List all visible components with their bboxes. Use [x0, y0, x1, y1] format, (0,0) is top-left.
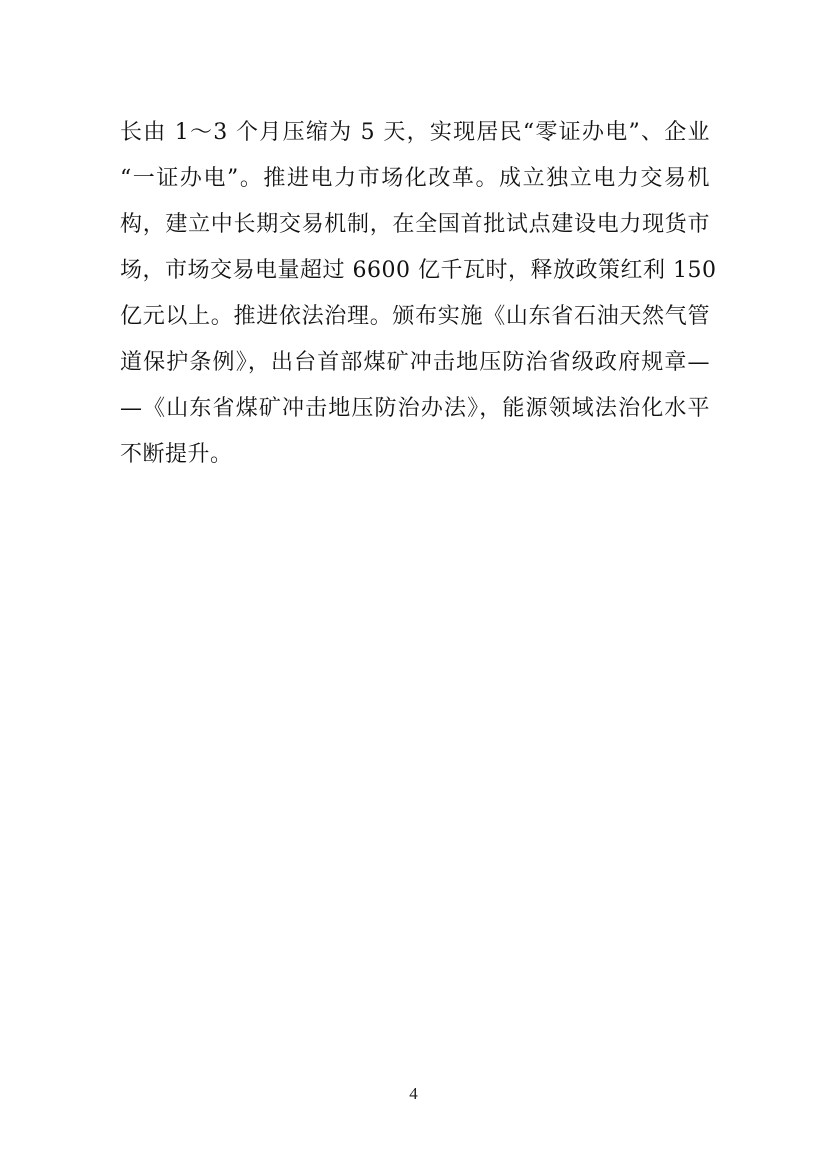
text-line-6: 道保护条例》，出台首部煤矿冲击地压防治省级政府规章—: [120, 350, 710, 375]
text-line-1: 长由 1～3 个月压缩为 5 天，实现居民“零证办电”、企业: [120, 120, 710, 145]
page-number: 4: [409, 1084, 418, 1103]
text-line-4: 场，市场交易电量超过 6600 亿千瓦时，释放政策红利 150: [120, 258, 717, 283]
text-line-2: “一证办电”。推进电力市场化改革。成立独立电力交易机: [120, 166, 710, 191]
body-paragraph: [120, 110, 717, 478]
text-line-3: 构，建立中长期交易机制，在全国首批试点建设电力现货市: [120, 212, 710, 237]
text-line-8: 不断提升。: [120, 442, 233, 467]
text-line-7: —《山东省煤矿冲击地压防治办法》，能源领域法治化水平: [120, 396, 710, 421]
text-line-5: 亿元以上。推进依法治理。颁布实施《山东省石油天然气管: [120, 304, 710, 329]
